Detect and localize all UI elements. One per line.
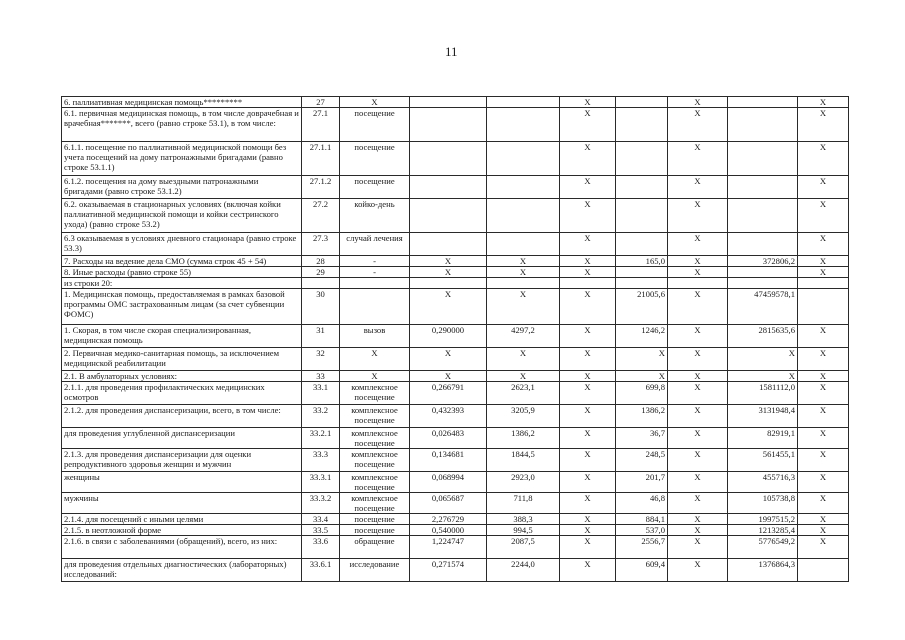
table-cell-name: 2.1.5. в неотложной форме [62, 525, 302, 536]
table-row [62, 382, 849, 405]
table-row [62, 525, 849, 536]
table-cell-num: 31 [302, 325, 340, 348]
table-cell-c8: Х [728, 348, 798, 371]
table-cell-c3: 0,271574 [410, 559, 487, 582]
table-cell-c3 [410, 176, 487, 199]
table-cell-num: 33.3.2 [302, 493, 340, 514]
table-cell-c6: Х [616, 348, 668, 371]
table-cell-c6 [616, 233, 668, 256]
table-cell-c9: Х [798, 382, 849, 405]
table-cell-c4 [487, 142, 560, 176]
table-cell-c6: 699,8 [616, 382, 668, 405]
table-cell-c4: 2244,0 [487, 559, 560, 582]
table-cell-c5: Х [560, 514, 616, 525]
table-cell-c9: Х [798, 449, 849, 472]
table-cell-c9: Х [798, 256, 849, 267]
table-cell-c5: Х [560, 289, 616, 325]
table-cell-c6 [616, 176, 668, 199]
table-cell-name: 6.2. оказываемая в стационарных условиях (включая койки паллиативной медицинской помощи и койки сестринского ухода) (равно строке 53.2) [62, 199, 302, 233]
table-cell-unit: посещение [340, 514, 410, 525]
table-cell-c3 [410, 108, 487, 142]
table-cell-c5: Х [560, 382, 616, 405]
table-cell-unit: случай лечения [340, 233, 410, 256]
table-cell-c8: 1997515,2 [728, 514, 798, 525]
table-cell-name: для проведения отдельных диагностических (лабораторных) исследований: [62, 559, 302, 582]
table-cell-c7: Х [668, 493, 728, 514]
table-cell-name: 2.1.6. в связи с заболеваниями (обращений), всего, из них: [62, 536, 302, 559]
table-cell-c5: Х [560, 108, 616, 142]
table-cell-c9 [798, 559, 849, 582]
table-cell-c8: 1376864,3 [728, 559, 798, 582]
table-row [62, 536, 849, 559]
table-cell-num: 33.4 [302, 514, 340, 525]
table-cell-c3: Х [410, 289, 487, 325]
table-cell-c4: 994,5 [487, 525, 560, 536]
table-cell-name: 2. Первичная медико-санитарная помощь, за исключением медицинской реабилитации [62, 348, 302, 371]
table-cell-name: 2.1. В амбулаторных условиях: [62, 371, 302, 382]
table-row [62, 278, 849, 289]
table-cell-unit: обращение [340, 536, 410, 559]
table-cell-c9: Х [798, 493, 849, 514]
table-cell-num: 32 [302, 348, 340, 371]
table-cell-c6: 165,0 [616, 256, 668, 267]
table-cell-c4: Х [487, 267, 560, 278]
table-cell-c5: Х [560, 472, 616, 493]
table-cell-c8 [728, 142, 798, 176]
table-cell-c8 [728, 267, 798, 278]
table-cell-unit: вызов [340, 325, 410, 348]
table-cell-num: 28 [302, 256, 340, 267]
table-cell-c4: 2623,1 [487, 382, 560, 405]
table-cell-name: 7. Расходы на ведение дела СМО (сумма строк 45 + 54) [62, 256, 302, 267]
table-cell-c7: Х [668, 449, 728, 472]
table-cell-unit [340, 278, 410, 289]
table-cell-num: 33.3 [302, 449, 340, 472]
table-row [62, 289, 849, 325]
table-cell-c9: Х [798, 199, 849, 233]
table-row [62, 472, 849, 493]
table-cell-unit: комплексное посещение [340, 382, 410, 405]
table-cell-num: 27.1 [302, 108, 340, 142]
table-cell-c7: Х [668, 289, 728, 325]
table-cell-c8 [728, 97, 798, 108]
table-cell-c5: Х [560, 325, 616, 348]
table-cell-c8: 561455,1 [728, 449, 798, 472]
table-cell-c9: Х [798, 371, 849, 382]
table-cell-c6: 21005,6 [616, 289, 668, 325]
table-cell-c8: 372806,2 [728, 256, 798, 267]
table-cell-c3: 1,224747 [410, 536, 487, 559]
table-cell-c4: 1386,2 [487, 428, 560, 449]
table-cell-name: 6.1.2. посещения на дому выездными патронажными бригадами (равно строке 53.1.2) [62, 176, 302, 199]
table-cell-c3: 0,026483 [410, 428, 487, 449]
table-row [62, 449, 849, 472]
table-cell-c9: Х [798, 176, 849, 199]
table-cell-name: 6.1. первичная медицинская помощь, в том числе доврачебная и врачебная*******, всего (равно строке 53.1), в том числе: [62, 108, 302, 142]
table-cell-c3: 0,068994 [410, 472, 487, 493]
table-cell-c7: Х [668, 233, 728, 256]
table-cell-c6: 1246,2 [616, 325, 668, 348]
table-cell-c5: Х [560, 525, 616, 536]
table-cell-unit: исследование [340, 559, 410, 582]
table-cell-name: 1. Скорая, в том числе скорая специализированная, медицинская помощь [62, 325, 302, 348]
table-row [62, 176, 849, 199]
table-cell-c7: Х [668, 199, 728, 233]
table-cell-name: 2.1.3. для проведения диспансеризации для оценки репродуктивного здоровья женщин и мужчин [62, 449, 302, 472]
table-cell-c3 [410, 278, 487, 289]
table-cell-c3 [410, 142, 487, 176]
table-cell-c8: 82919,1 [728, 428, 798, 449]
table-cell-c7 [668, 278, 728, 289]
table-cell-c7: Х [668, 176, 728, 199]
financing-table [61, 96, 849, 582]
table-cell-c3: Х [410, 256, 487, 267]
table-cell-c5: Х [560, 449, 616, 472]
table-cell-c4: 3205,9 [487, 405, 560, 428]
table-cell-name: 6. паллиативная медицинская помощь********* [62, 97, 302, 108]
table-row [62, 233, 849, 256]
table-cell-c5: Х [560, 428, 616, 449]
table-cell-c3 [410, 97, 487, 108]
table-cell-c3: 0,134681 [410, 449, 487, 472]
table-cell-c8: 1213285,4 [728, 525, 798, 536]
table-cell-name: 6.1.1. посещение по паллиативной медицинской помощи без учета посещений на дому патронажными бригадами (равно строке 53.1.1) [62, 142, 302, 176]
table-cell-num: 27.3 [302, 233, 340, 256]
table-cell-c4: 1844,5 [487, 449, 560, 472]
table-cell-c5: Х [560, 405, 616, 428]
table-cell-c9 [798, 278, 849, 289]
table-cell-unit: Х [340, 371, 410, 382]
table-cell-unit: комплексное посещение [340, 405, 410, 428]
table-cell-num: 27.1.1 [302, 142, 340, 176]
table-cell-c7: Х [668, 97, 728, 108]
table-cell-c7: Х [668, 325, 728, 348]
table-cell-num: 27.1.2 [302, 176, 340, 199]
table-cell-num: 29 [302, 267, 340, 278]
page-number: 11 [445, 44, 458, 59]
table-cell-c9: Х [798, 428, 849, 449]
table-cell-unit: посещение [340, 176, 410, 199]
table-cell-c4 [487, 176, 560, 199]
table-cell-c6 [616, 142, 668, 176]
table-cell-c6: 1386,2 [616, 405, 668, 428]
table-cell-c6 [616, 267, 668, 278]
table-cell-c6: 537,0 [616, 525, 668, 536]
table-row [62, 108, 849, 142]
table-cell-c4: Х [487, 256, 560, 267]
table-row [62, 325, 849, 348]
table-cell-c5: Х [560, 256, 616, 267]
table-cell-c9: Х [798, 267, 849, 278]
table-cell-unit: койко-день [340, 199, 410, 233]
table-cell-c5: Х [560, 371, 616, 382]
table-cell-c8 [728, 108, 798, 142]
table-cell-c9: Х [798, 405, 849, 428]
table-cell-c9: Х [798, 472, 849, 493]
table-cell-name: мужчины [62, 493, 302, 514]
table-row [62, 97, 849, 108]
table-cell-c7: Х [668, 142, 728, 176]
table-cell-c4: 388,3 [487, 514, 560, 525]
table-cell-c5: Х [560, 233, 616, 256]
table-row [62, 142, 849, 176]
table-cell-c7: Х [668, 108, 728, 142]
table-cell-c6: Х [616, 371, 668, 382]
table-cell-c5: Х [560, 493, 616, 514]
table-cell-c6 [616, 108, 668, 142]
table-cell-name: для проведения углубленной диспансеризации [62, 428, 302, 449]
table-cell-c5: Х [560, 97, 616, 108]
table-cell-c6: 2556,7 [616, 536, 668, 559]
table-row [62, 256, 849, 267]
table-cell-c9: Х [798, 348, 849, 371]
table-cell-c9: Х [798, 97, 849, 108]
table-body [62, 97, 849, 582]
table-cell-c6: 609,4 [616, 559, 668, 582]
table-cell-c6: 201,7 [616, 472, 668, 493]
table-cell-c4 [487, 199, 560, 233]
table-cell-c7: Х [668, 559, 728, 582]
table-cell-c5 [560, 278, 616, 289]
table-cell-c3: Х [410, 371, 487, 382]
table-cell-c5: Х [560, 142, 616, 176]
table-cell-c7: Х [668, 405, 728, 428]
table-cell-num: 33.2.1 [302, 428, 340, 449]
table-cell-num [302, 278, 340, 289]
table-cell-c5: Х [560, 176, 616, 199]
table-cell-c9 [798, 289, 849, 325]
table-cell-unit: - [340, 256, 410, 267]
table-cell-c7: Х [668, 371, 728, 382]
table-cell-unit: посещение [340, 525, 410, 536]
table-row [62, 199, 849, 233]
table-cell-c7: Х [668, 525, 728, 536]
table-row [62, 405, 849, 428]
table-cell-c4: 4297,2 [487, 325, 560, 348]
table-cell-unit: комплексное посещение [340, 493, 410, 514]
table-cell-num: 33.6.1 [302, 559, 340, 582]
table-cell-c8: Х [728, 371, 798, 382]
table-cell-unit: комплексное посещение [340, 428, 410, 449]
table-cell-c4: 2923,0 [487, 472, 560, 493]
table-cell-c8 [728, 278, 798, 289]
table-cell-unit [340, 289, 410, 325]
table-cell-c9: Х [798, 233, 849, 256]
table-cell-c4: Х [487, 289, 560, 325]
table-cell-name: 6.3 оказываемая в условиях дневного стационара (равно строке 53.3) [62, 233, 302, 256]
table-cell-c8 [728, 233, 798, 256]
table-cell-unit: посещение [340, 142, 410, 176]
table-cell-num: 33 [302, 371, 340, 382]
table-cell-unit: комплексное посещение [340, 449, 410, 472]
table-cell-c5: Х [560, 348, 616, 371]
table-cell-num: 33.6 [302, 536, 340, 559]
table-cell-c3: 0,432393 [410, 405, 487, 428]
table-cell-c8: 455716,3 [728, 472, 798, 493]
table-cell-c6: 36,7 [616, 428, 668, 449]
table-cell-c8 [728, 199, 798, 233]
table-cell-c4 [487, 97, 560, 108]
table-cell-c8 [728, 176, 798, 199]
table-cell-c7: Х [668, 536, 728, 559]
table-cell-c7: Х [668, 267, 728, 278]
table-cell-c7: Х [668, 382, 728, 405]
table-cell-unit: посещение [340, 108, 410, 142]
table-cell-c3: 0,065687 [410, 493, 487, 514]
table-cell-c4 [487, 108, 560, 142]
table-cell-name: 2.1.2. для проведения диспансеризации, всего, в том числе: [62, 405, 302, 428]
table-cell-num: 30 [302, 289, 340, 325]
table-cell-num: 27.2 [302, 199, 340, 233]
table-row [62, 559, 849, 582]
table-cell-c8: 2815635,6 [728, 325, 798, 348]
table-cell-c9: Х [798, 525, 849, 536]
table-cell-c8: 3131948,4 [728, 405, 798, 428]
table-cell-c6 [616, 199, 668, 233]
table-cell-c8: 1581112,0 [728, 382, 798, 405]
table-row [62, 493, 849, 514]
table-cell-c5: Х [560, 536, 616, 559]
table-cell-name: 2.1.4. для посещений с иными целями [62, 514, 302, 525]
table-row [62, 371, 849, 382]
table-cell-unit: - [340, 267, 410, 278]
table-row [62, 428, 849, 449]
table-cell-c6: 884,1 [616, 514, 668, 525]
table-cell-c3: 0,266791 [410, 382, 487, 405]
table-cell-c7: Х [668, 348, 728, 371]
table-cell-c3 [410, 233, 487, 256]
table-cell-c9: Х [798, 536, 849, 559]
table-cell-c4 [487, 278, 560, 289]
table-cell-c7: Х [668, 514, 728, 525]
table-row [62, 348, 849, 371]
table-cell-c4: 711,8 [487, 493, 560, 514]
table-cell-c7: Х [668, 256, 728, 267]
table-cell-name: из строки 20: [62, 278, 302, 289]
table-cell-c6: 248,5 [616, 449, 668, 472]
table-cell-c4: Х [487, 371, 560, 382]
table-cell-unit: Х [340, 97, 410, 108]
table-cell-c8: 105738,8 [728, 493, 798, 514]
table-cell-num: 27 [302, 97, 340, 108]
table-cell-num: 33.2 [302, 405, 340, 428]
table-cell-c6 [616, 97, 668, 108]
table-cell-num: 33.3.1 [302, 472, 340, 493]
table-cell-c9: Х [798, 325, 849, 348]
table-cell-c3 [410, 199, 487, 233]
table-cell-c8: 47459578,1 [728, 289, 798, 325]
table-cell-num: 33.1 [302, 382, 340, 405]
table-cell-c8: 5776549,2 [728, 536, 798, 559]
table-cell-c3: Х [410, 267, 487, 278]
table-cell-c3: Х [410, 348, 487, 371]
table-cell-c5: Х [560, 199, 616, 233]
table-cell-c4 [487, 233, 560, 256]
table-cell-unit: комплексное посещение [340, 472, 410, 493]
table-cell-c3: 2,276729 [410, 514, 487, 525]
table-cell-name: 1. Медицинская помощь, предоставляемая в рамках базовой программы ОМС застрахованным лицам (за счет субвенции ФОМС) [62, 289, 302, 325]
table-cell-c9: Х [798, 514, 849, 525]
table-cell-c6 [616, 278, 668, 289]
table-cell-c7: Х [668, 428, 728, 449]
table-cell-c5: Х [560, 267, 616, 278]
table-cell-c5: Х [560, 559, 616, 582]
table-row [62, 514, 849, 525]
table-cell-c3: 0,540000 [410, 525, 487, 536]
table-cell-c3: 0,290000 [410, 325, 487, 348]
table-cell-c4: Х [487, 348, 560, 371]
table-cell-num: 33.5 [302, 525, 340, 536]
table-cell-name: 2.1.1. для проведения профилактических медицинских осмотров [62, 382, 302, 405]
table-cell-c9: Х [798, 142, 849, 176]
table-row [62, 267, 849, 278]
table-cell-name: женщины [62, 472, 302, 493]
table-cell-c9: Х [798, 108, 849, 142]
table-cell-name: 8. Иные расходы (равно строке 55) [62, 267, 302, 278]
table-cell-c4: 2087,5 [487, 536, 560, 559]
table-cell-c6: 46,8 [616, 493, 668, 514]
table-cell-c7: Х [668, 472, 728, 493]
table-cell-unit: Х [340, 348, 410, 371]
